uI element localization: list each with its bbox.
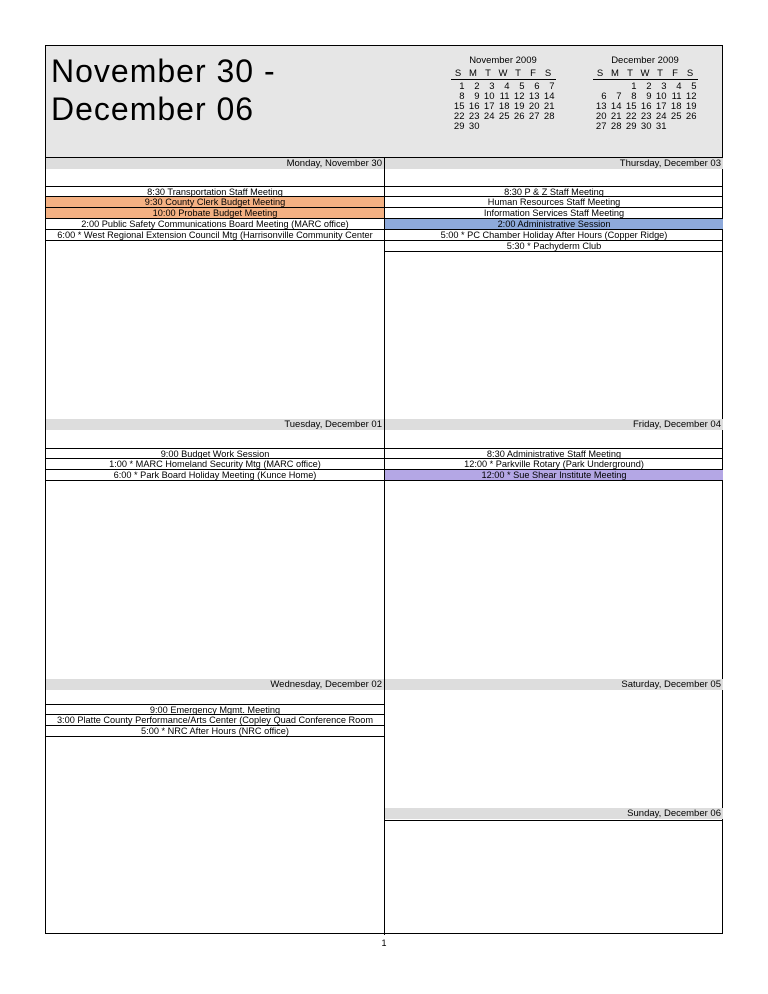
weekday-label: F bbox=[668, 68, 683, 80]
date-cell: 21 bbox=[610, 111, 622, 122]
event-row[interactable]: 9:00 Budget Work Session bbox=[46, 448, 384, 459]
event-row[interactable]: 6:00 * West Regional Extension Council Mtg (Harrisonville Community Center bbox=[46, 230, 384, 241]
event-row[interactable]: Human Resources Staff Meeting bbox=[385, 197, 723, 208]
event-row[interactable]: 12:00 * Parkville Rotary (Park Underground) bbox=[385, 459, 723, 470]
mini-calendar-november bbox=[443, 56, 563, 132]
day-heading-sunday: Sunday, December 06 bbox=[385, 808, 723, 819]
date-cell: 26 bbox=[513, 111, 525, 122]
date-cell: 31 bbox=[655, 121, 667, 132]
date-cell: 13 bbox=[528, 91, 540, 102]
weekday-label: T bbox=[511, 68, 526, 80]
date-cell: 3 bbox=[661, 81, 667, 92]
date-cell: 18 bbox=[498, 101, 510, 112]
date-cell bbox=[683, 122, 698, 132]
date-cell bbox=[481, 122, 496, 132]
weekday-label: S bbox=[683, 68, 698, 80]
date-cell: 17 bbox=[483, 101, 495, 112]
date-cell: 14 bbox=[610, 101, 622, 112]
sunday-divider bbox=[385, 820, 723, 821]
date-cell: 6 bbox=[601, 91, 607, 102]
date-cell: 30 bbox=[640, 121, 652, 132]
date-cell: 28 bbox=[610, 121, 622, 132]
date-cell: 9 bbox=[474, 91, 480, 102]
date-cell: 5 bbox=[519, 81, 525, 92]
weekday-label: W bbox=[638, 68, 653, 80]
weekday-label: S bbox=[451, 68, 466, 80]
weekday-label: T bbox=[623, 68, 638, 80]
date-cell: 16 bbox=[468, 101, 480, 112]
weekday-label: W bbox=[496, 68, 511, 80]
date-cell: 19 bbox=[513, 101, 525, 112]
weekday-label: M bbox=[466, 68, 481, 80]
date-cell: 16 bbox=[640, 101, 652, 112]
day-heading-thursday: Thursday, December 03 bbox=[385, 158, 723, 169]
date-cell bbox=[496, 122, 511, 132]
event-row[interactable]: 5:00 * PC Chamber Holiday After Hours (Copper Ridge) bbox=[385, 230, 723, 241]
date-cell: 28 bbox=[543, 111, 555, 122]
event-row[interactable]: 8:30 P & Z Staff Meeting bbox=[385, 186, 723, 197]
event-row[interactable]: 9:00 Emergency Mgmt. Meeting bbox=[46, 704, 384, 715]
event-row[interactable]: 1:00 * MARC Homeland Security Mtg (MARC office) bbox=[46, 459, 384, 470]
event-row[interactable]: 2:00 Administrative Session bbox=[385, 219, 723, 230]
date-cell: 8 bbox=[459, 91, 465, 102]
event-row[interactable]: 10:00 Probate Budget Meeting bbox=[46, 208, 384, 219]
date-cell: 5 bbox=[691, 81, 697, 92]
date-cell: 4 bbox=[504, 81, 510, 92]
date-cell: 14 bbox=[543, 91, 555, 102]
date-cell: 12 bbox=[685, 91, 697, 102]
event-row[interactable]: 8:30 Transportation Staff Meeting bbox=[46, 186, 384, 197]
date-cell: 11 bbox=[499, 91, 510, 102]
weekday-label: F bbox=[526, 68, 541, 80]
events-wednesday bbox=[46, 704, 384, 737]
date-cell: 8 bbox=[631, 91, 637, 102]
date-cell: 24 bbox=[655, 111, 667, 122]
date-cell: 22 bbox=[453, 111, 465, 122]
date-cell: 27 bbox=[595, 121, 607, 132]
weekday-label: M bbox=[608, 68, 623, 80]
date-cell: 30 bbox=[468, 121, 480, 132]
event-row[interactable]: 2:00 Public Safety Communications Board Meeting (MARC office) bbox=[46, 219, 384, 230]
event-row[interactable]: 6:00 * Park Board Holiday Meeting (Kunce Home) bbox=[46, 470, 384, 481]
weekday-label: T bbox=[653, 68, 668, 80]
date-cell bbox=[668, 122, 683, 132]
date-cell: 23 bbox=[468, 111, 480, 122]
date-cell: 10 bbox=[483, 91, 495, 102]
date-cell: 15 bbox=[625, 101, 637, 112]
weekday-label: S bbox=[593, 68, 608, 80]
calendar-page bbox=[45, 45, 723, 934]
date-cell: 27 bbox=[528, 111, 540, 122]
event-row[interactable]: Information Services Staff Meeting bbox=[385, 208, 723, 219]
mini-calendar-grid bbox=[451, 68, 556, 132]
date-cell: 7 bbox=[616, 91, 622, 102]
date-cell: 11 bbox=[671, 91, 682, 102]
day-heading-friday: Friday, December 04 bbox=[385, 419, 723, 430]
mini-calendar-title: December 2009 bbox=[611, 55, 679, 66]
date-cell: 10 bbox=[655, 91, 667, 102]
event-row[interactable]: 8:30 Administrative Staff Meeting bbox=[385, 448, 723, 459]
week-title-line-1: November 30 - bbox=[51, 53, 276, 89]
day-heading-saturday: Saturday, December 05 bbox=[385, 679, 723, 690]
date-cell: 20 bbox=[528, 101, 540, 112]
date-cell: 3 bbox=[489, 81, 495, 92]
date-cell: 4 bbox=[676, 81, 682, 92]
week-header bbox=[46, 46, 722, 158]
date-cell: 18 bbox=[670, 101, 682, 112]
day-heading-tuesday: Tuesday, December 01 bbox=[46, 419, 384, 430]
week-title bbox=[51, 52, 276, 128]
events-tuesday bbox=[46, 448, 384, 481]
events-friday bbox=[385, 448, 723, 481]
date-cell: 29 bbox=[453, 121, 465, 132]
date-cell: 29 bbox=[625, 121, 637, 132]
date-cell bbox=[511, 122, 526, 132]
date-cell: 2 bbox=[474, 81, 480, 92]
date-cell: 9 bbox=[646, 91, 652, 102]
week-title-line-2: December 06 bbox=[51, 91, 255, 127]
mini-calendar-december bbox=[585, 56, 705, 132]
date-cell: 1 bbox=[631, 81, 637, 92]
date-cell: 13 bbox=[595, 101, 607, 112]
event-row[interactable]: 12:00 * Sue Shear Institute Meeting bbox=[385, 470, 723, 481]
date-cell: 24 bbox=[483, 111, 495, 122]
date-cell bbox=[541, 122, 556, 132]
date-cell: 26 bbox=[685, 111, 697, 122]
date-cell: 25 bbox=[498, 111, 510, 122]
date-cell: 22 bbox=[625, 111, 637, 122]
date-cell: 12 bbox=[513, 91, 525, 102]
date-cell: 23 bbox=[640, 111, 652, 122]
mini-calendar-title: November 2009 bbox=[469, 55, 537, 66]
date-cell: 6 bbox=[534, 81, 540, 92]
events-thursday bbox=[385, 186, 723, 252]
date-cell: 17 bbox=[655, 101, 667, 112]
date-cell: 7 bbox=[549, 81, 555, 92]
date-cell: 1 bbox=[459, 81, 465, 92]
day-heading-wednesday: Wednesday, December 02 bbox=[46, 679, 384, 690]
date-cell bbox=[526, 122, 541, 132]
date-cell: 15 bbox=[453, 101, 465, 112]
date-cell: 25 bbox=[670, 111, 682, 122]
event-row[interactable]: 5:30 * Pachyderm Club bbox=[385, 241, 723, 252]
date-cell: 20 bbox=[595, 111, 607, 122]
date-cell: 21 bbox=[543, 101, 555, 112]
event-row[interactable]: 9:30 County Clerk Budget Meeting bbox=[46, 197, 384, 208]
date-cell: 2 bbox=[646, 81, 652, 92]
event-row[interactable]: 3:00 Platte County Performance/Arts Center (Copley Quad Conference Room bbox=[46, 715, 384, 726]
date-cell: 19 bbox=[685, 101, 697, 112]
mini-calendar-grid bbox=[593, 68, 698, 132]
day-heading-monday: Monday, November 30 bbox=[46, 158, 384, 169]
events-monday bbox=[46, 186, 384, 241]
event-row[interactable]: 5:00 * NRC After Hours (NRC office) bbox=[46, 726, 384, 737]
weekday-label: S bbox=[541, 68, 556, 80]
weekday-label: T bbox=[481, 68, 496, 80]
page-number: 1 bbox=[381, 938, 387, 948]
